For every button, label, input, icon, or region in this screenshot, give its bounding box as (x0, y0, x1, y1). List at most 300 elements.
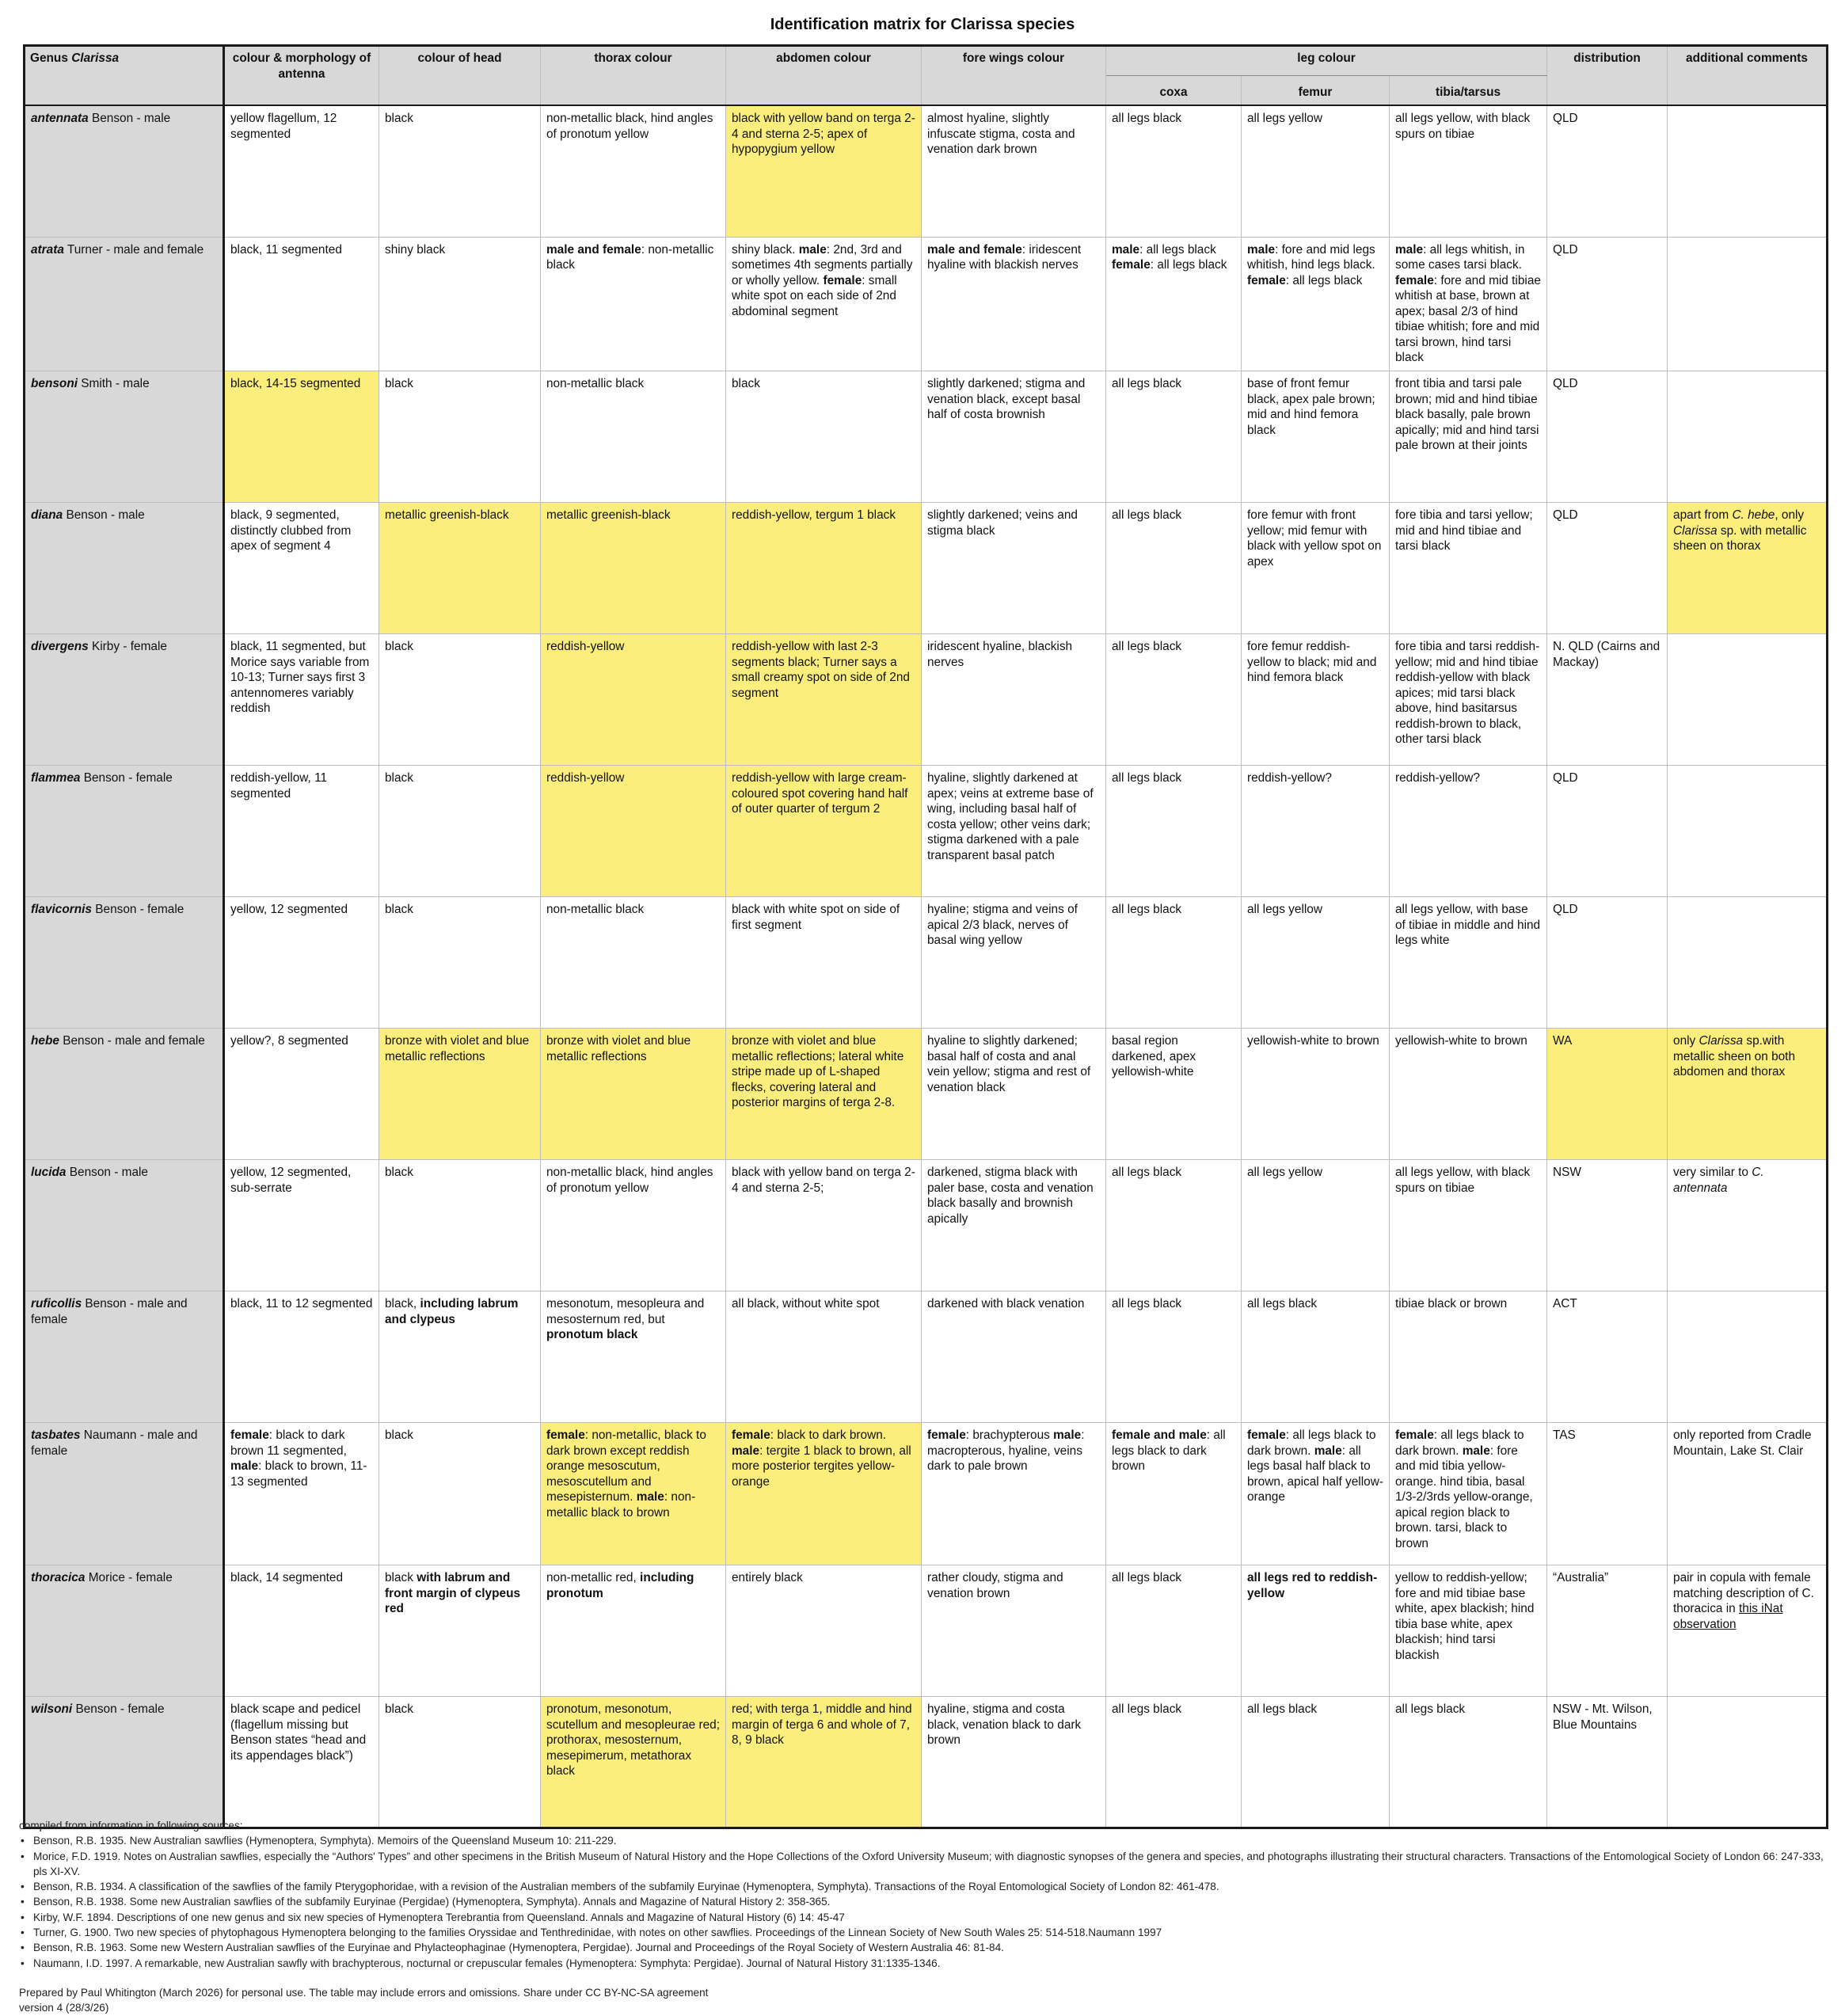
tibia-cell (1390, 897, 1547, 1029)
cell-text: female (1112, 258, 1151, 272)
cell-text: NSW (1553, 1166, 1581, 1179)
cell-text: all legs black (1112, 903, 1182, 916)
cell-text: all legs black (1112, 1297, 1182, 1310)
additional-cell (1668, 237, 1828, 371)
species-name: ruficollis (31, 1297, 82, 1310)
species-name: divergens (31, 640, 89, 653)
species-author: Benson - male (88, 112, 171, 125)
header-head: colour of head (379, 46, 541, 106)
cell-text: basal region darkened, apex yellowish-white (1112, 1034, 1196, 1079)
abdomen-cell (726, 1423, 922, 1565)
cell-text: all legs yellow (1247, 1166, 1322, 1179)
cell-text: : macropterous, hyaline, veins dark to pale brown (927, 1428, 1085, 1474)
distribution-cell (1547, 897, 1668, 1029)
thorax-cell (541, 766, 726, 897)
species-author: Smith - male (78, 377, 150, 390)
cell-text: including labrum and clypeus (385, 1297, 519, 1326)
thorax-cell (541, 634, 726, 766)
cell-text: almost hyaline, slightly infuscate stigma, costa and venation dark brown (927, 112, 1075, 157)
abdomen-cell (726, 1160, 922, 1291)
additional-cell (1668, 371, 1828, 503)
cell-text: all legs black (1112, 1166, 1182, 1179)
cell-text: all legs yellow, with base of tibiae in middle and hind legs white (1395, 903, 1541, 948)
cell-text: red; with terga 1, middle and hind margin of terga 6 and whole of 7, 8, 9 black (732, 1702, 912, 1748)
cell-text: : black to brown, 11-13 segmented (230, 1459, 367, 1489)
species-name: lucida (31, 1166, 67, 1179)
forewings-cell (922, 897, 1106, 1029)
abdomen-cell (726, 503, 922, 634)
tibia-cell (1390, 1160, 1547, 1291)
cell-text: black (385, 1166, 413, 1179)
cell-text: black, 11 to 12 segmented (230, 1297, 373, 1310)
cell-text: male (1053, 1428, 1082, 1442)
tibia-cell (1390, 1697, 1547, 1828)
femur-cell (1242, 1565, 1390, 1697)
cell-text: including pronotum (546, 1571, 694, 1600)
cell-text: shiny black (385, 242, 446, 257)
species-cell (25, 634, 224, 766)
antenna-cell (224, 503, 379, 634)
cell-text: non-metallic black, hind angles of pronotum yellow (546, 112, 713, 141)
cell-text: hyaline; stigma and veins of apical 2/3 black, nerves of basal wing yellow (927, 903, 1078, 948)
table-row (25, 1565, 1828, 1697)
cell-text: black with yellow band on terga 2-4 and sterna 2-5; apex of hypopygium yellow (732, 112, 915, 157)
coxa-cell (1106, 1291, 1242, 1423)
species-cell (25, 237, 224, 371)
cell-text: : non-metallic black to brown (546, 1490, 696, 1520)
femur-cell (1242, 1160, 1390, 1291)
antenna-cell (224, 1565, 379, 1697)
cell-text: C. antennata (1673, 1166, 1764, 1195)
cell-text: darkened, stigma black with paler base, costa and venation black basally and brownish apically (927, 1166, 1094, 1226)
femur-cell (1242, 897, 1390, 1029)
species-author: Benson - female (72, 1702, 165, 1716)
femur-cell (1242, 1423, 1390, 1565)
source-item: • Kirby, W.F. 1894. Descriptions of one new genus and six new species of Hymenoptera Terebrantia from Queensland. Annals and Magazine of Natural History (6) 14: 45-47 (19, 1910, 1824, 1925)
cell-text: male and female (927, 242, 1022, 257)
cell-text: sp.with metallic sheen on both abdomen and thorax (1673, 1034, 1796, 1079)
thorax-cell (541, 105, 726, 237)
source-item: • Benson, R.B. 1938. Some new Australian sawflies of the subfamily Euryinae (Pergidae) (Hymenoptera, Symphyta). Annals and Magazine of Natural History 2: 358-365. (19, 1894, 1824, 1909)
cell-text: black (385, 1428, 413, 1442)
cell-text: QLD (1553, 377, 1578, 390)
additional-cell (1668, 1423, 1828, 1565)
species-name: thoracica (31, 1571, 86, 1584)
cell-text: Clarissa (1673, 523, 1718, 538)
antenna-cell (224, 105, 379, 237)
tibia-cell (1390, 371, 1547, 503)
cell-text: fore tibia and tarsi reddish-yellow; mid and hind tibiae reddish-yellow with black apices; mid tarsi black above, hind basitarsus reddish-brown to black, other tarsi black (1395, 640, 1540, 747)
forewings-cell (922, 237, 1106, 371)
page-title: Identification matrix for Clarissa species (770, 16, 1075, 33)
cell-text: base of front femur black, apex pale brown; mid and hind femora black (1247, 377, 1375, 437)
sources-intro: compiled from information in following sources: (19, 1820, 243, 1832)
species-author: Benson - male and female (59, 1034, 205, 1048)
species-cell (25, 1160, 224, 1291)
thorax-cell (541, 1160, 726, 1291)
species-name: atrata (31, 242, 64, 257)
distribution-cell (1547, 1565, 1668, 1697)
cell-text: all legs black (1112, 1702, 1182, 1716)
forewings-cell (922, 1029, 1106, 1160)
cell-text: entirely black (732, 1571, 803, 1584)
cell-text: black (385, 1571, 417, 1584)
source-item: • Benson, R.B. 1963. Some new Western Australian sawflies of the Euryinae and Phylacteophaginae (Hymenoptera, Pergidae). Journal and Proceedings of the Royal Society of Western Australia 46: 81-84. (19, 1940, 1824, 1955)
cell-text: yellowish-white to brown (1395, 1034, 1527, 1048)
cell-text: male (1462, 1444, 1490, 1458)
source-item: • Naumann, I.D. 1997. A remarkable, new Australian sawfly with brachypterous, nocturnal or crepuscular females (Hymenoptera: Symphyta: Pergidae). Journal of Natural History 31:1335-1346. (19, 1956, 1824, 1971)
head-cell (379, 1160, 541, 1291)
cell-text: : all legs whitish, in some cases tarsi black. (1395, 242, 1525, 272)
species-cell (25, 1291, 224, 1423)
femur-cell (1242, 766, 1390, 897)
thorax-cell (541, 1697, 726, 1828)
cell-text: only reported from Cradle Mountain, Lake St. Clair (1673, 1428, 1812, 1458)
species-cell (25, 1423, 224, 1565)
species-name: antennata (31, 112, 89, 125)
table-row (25, 105, 1828, 237)
cell-text: black (732, 377, 760, 390)
cell-text: with labrum and front margin of clypeus red (385, 1571, 521, 1616)
forewings-cell (922, 503, 1106, 634)
antenna-cell (224, 1291, 379, 1423)
species-name: hebe (31, 1034, 59, 1048)
species-cell (25, 1029, 224, 1160)
cell-text: non-metallic black, hind angles of pronotum yellow (546, 1166, 713, 1195)
abdomen-cell (726, 237, 922, 371)
distribution-cell (1547, 1423, 1668, 1565)
cell-text: reddish-yellow with large cream-coloured spot covering hand half of outer quarter of tergum 2 (732, 771, 908, 816)
distribution-cell (1547, 1697, 1668, 1828)
cell-text: , only (1775, 508, 1805, 522)
thorax-cell (541, 1565, 726, 1697)
head-cell (379, 371, 541, 503)
forewings-cell (922, 1160, 1106, 1291)
cell-text: all legs red to reddish-yellow (1247, 1571, 1378, 1600)
table-row (25, 1291, 1828, 1423)
cell-text: ACT (1553, 1297, 1577, 1310)
coxa-cell (1106, 634, 1242, 766)
cell-text: female (927, 1428, 966, 1442)
cell-text: shiny black. (732, 242, 799, 257)
header-distribution: distribution (1547, 46, 1668, 106)
cell-text: reddish-yellow (546, 640, 625, 653)
cell-text: reddish-yellow? (1247, 771, 1332, 785)
cell-text: non-metallic black (546, 903, 645, 916)
head-cell (379, 1029, 541, 1160)
header-abdomen: abdomen colour (726, 46, 922, 106)
species-cell (25, 105, 224, 237)
antenna-cell (224, 1029, 379, 1160)
identification-matrix-table (23, 44, 1828, 1829)
cell-text: reddish-yellow, 11 segmented (230, 771, 328, 801)
cell-text: female (1395, 1428, 1434, 1442)
cell-text: non-metallic black (546, 377, 645, 390)
tibia-cell (1390, 1029, 1547, 1160)
cell-text: : non-metallic black (546, 242, 714, 272)
cell-text: black, 14 segmented (230, 1571, 344, 1584)
cell-text: all legs yellow, with black spurs on tibiae (1395, 112, 1531, 141)
cell-text: : brachypterous (965, 1428, 1054, 1442)
antenna-cell (224, 634, 379, 766)
cell-text: : fore and mid legs whitish, hind legs black. (1247, 242, 1375, 272)
coxa-cell (1106, 503, 1242, 634)
additional-cell (1668, 105, 1828, 237)
cell-text: yellow to reddish-yellow; fore and mid tibiae base white, apex blackish; hind tibia base white, apex blackish; hind tarsi blackish (1395, 1571, 1535, 1662)
species-author: Benson - male and female (31, 1297, 188, 1326)
femur-cell (1242, 105, 1390, 237)
cell-text: all legs black (1112, 771, 1182, 785)
additional-cell (1668, 503, 1828, 634)
cell-text: male (798, 242, 827, 257)
coxa-cell (1106, 1029, 1242, 1160)
abdomen-cell (726, 897, 922, 1029)
cell-text: : fore and mid tibiae whitish at base, brown at apex; basal 2/3 of hind tibiae whitish; fore and mid tarsi brown, hind tarsi black (1395, 273, 1541, 365)
cell-text: bronze with violet and blue metallic reflections (385, 1034, 530, 1063)
thorax-cell (541, 503, 726, 634)
head-cell (379, 1423, 541, 1565)
source-item: • Benson, R.B. 1935. New Australian sawflies (Hymenoptera, Symphyta). Memoirs of the Queensland Museum 10: 211-229. (19, 1833, 1824, 1848)
cell-text: all legs black (1112, 640, 1182, 653)
cell-text: all legs black (1112, 508, 1182, 522)
cell-text: reddish-yellow (546, 771, 625, 785)
table-row (25, 371, 1828, 503)
cell-text: : small white spot on each side of 2nd abdominal segment (732, 273, 897, 318)
head-cell (379, 897, 541, 1029)
forewings-cell (922, 1291, 1106, 1423)
species-name: bensoni (31, 377, 78, 390)
distribution-cell (1547, 1160, 1668, 1291)
cell-text: yellow flagellum, 12 segmented (230, 112, 337, 141)
cell-text: very similar to (1673, 1166, 1752, 1179)
header-forewings: fore wings colour (922, 46, 1106, 106)
head-cell (379, 237, 541, 371)
cell-text: fore femur with front yellow; mid femur with black with yellow spot on apex (1247, 508, 1382, 569)
cell-text: black (385, 112, 413, 125)
antenna-cell (224, 1697, 379, 1828)
inat-observation-link[interactable]: this iNat observation (1673, 1602, 1783, 1631)
cell-text: all legs black (1247, 1297, 1318, 1310)
cell-text: all legs black (1395, 1702, 1466, 1716)
cell-text: bronze with violet and blue metallic reflections; lateral white stripe made up of L-shaped flecks, covering lateral and posterior margins of terga 2-8. (732, 1034, 904, 1110)
thorax-cell (541, 237, 726, 371)
thorax-cell (541, 1423, 726, 1565)
distribution-cell (1547, 237, 1668, 371)
additional-cell (1668, 1029, 1828, 1160)
table-row (25, 1423, 1828, 1565)
species-author: Benson - male (63, 508, 145, 522)
table-row (25, 766, 1828, 897)
distribution-cell (1547, 371, 1668, 503)
header-antenna: colour & morphology of antenna (224, 46, 379, 106)
tibia-cell (1390, 503, 1547, 634)
cell-text: yellowish-white to brown (1247, 1034, 1379, 1048)
cell-text: : all legs black (1285, 273, 1363, 287)
antenna-cell (224, 766, 379, 897)
coxa-cell (1106, 371, 1242, 503)
thorax-cell (541, 897, 726, 1029)
cell-text: reddish-yellow with last 2-3 segments black; Turner says a small creamy spot on side of 2nd segment (732, 640, 910, 700)
abdomen-cell (726, 1291, 922, 1423)
cell-text: tibiae black or brown (1395, 1297, 1508, 1310)
cell-text: sp. with metallic sheen on thorax (1673, 523, 1807, 553)
cell-text: all legs yellow (1247, 903, 1322, 916)
source-list (19, 1833, 1824, 1971)
cell-text: male (1314, 1444, 1342, 1458)
cell-text: apart from (1673, 508, 1733, 522)
cell-text: male (1395, 242, 1424, 257)
cell-text: yellow, 12 segmented (230, 903, 348, 916)
header-femur: femur (1242, 76, 1390, 106)
cell-text: TAS (1553, 1428, 1576, 1442)
additional-cell (1668, 1291, 1828, 1423)
cell-text: : iridescent hyaline with blackish nerves (927, 242, 1082, 272)
cell-text: hyaline to slightly darkened; basal half of costa and anal vein yellow; stigma and rest of venation black (927, 1034, 1091, 1094)
header-tibia-tarsus: tibia/tarsus (1390, 76, 1547, 106)
thorax-cell (541, 1291, 726, 1423)
cell-text: bronze with violet and blue metallic reflections (546, 1034, 691, 1063)
antenna-cell (224, 1160, 379, 1291)
cell-text: male (1247, 242, 1276, 257)
antenna-cell (224, 237, 379, 371)
head-cell (379, 1697, 541, 1828)
cell-text: all legs black (1247, 1702, 1318, 1716)
version-note: version 4 (28/3/26) (19, 2002, 109, 2014)
femur-cell (1242, 1291, 1390, 1423)
additional-cell (1668, 766, 1828, 897)
cell-text: pronotum black (546, 1328, 638, 1342)
abdomen-cell (726, 105, 922, 237)
species-author: Naumann - male and female (31, 1428, 198, 1458)
footer (19, 1818, 1824, 2016)
forewings-cell (922, 1565, 1106, 1697)
femur-cell (1242, 634, 1390, 766)
distribution-cell (1547, 766, 1668, 897)
cell-text: : all legs basal half black to brown, apical half yellow-orange (1247, 1444, 1383, 1504)
forewings-cell (922, 105, 1106, 237)
head-cell (379, 503, 541, 634)
cell-text: : black to dark brown. (770, 1428, 887, 1442)
cell-text: : 2nd, 3rd and sometimes 4th segments partially or wholly yellow. (732, 242, 913, 287)
femur-cell (1242, 1029, 1390, 1160)
distribution-cell (1547, 634, 1668, 766)
head-cell (379, 766, 541, 897)
tibia-cell (1390, 237, 1547, 371)
cell-text: male (1112, 242, 1140, 257)
additional-cell (1668, 1160, 1828, 1291)
coxa-cell (1106, 105, 1242, 237)
cell-text: all legs yellow (1247, 112, 1322, 125)
species-name: wilsoni (31, 1702, 73, 1716)
cell-text: yellow?, 8 segmented (230, 1034, 348, 1048)
thorax-cell (541, 371, 726, 503)
species-name: flavicornis (31, 903, 92, 916)
forewings-cell (922, 766, 1106, 897)
matrix-body (25, 105, 1828, 1828)
cell-text: QLD (1553, 771, 1578, 785)
tibia-cell (1390, 105, 1547, 237)
prepared-note: Prepared by Paul Whitington (March 2026) for personal use. The table may include errors and omissions. Share under CC BY-NC-SA agreement (19, 1986, 709, 1999)
cell-text: N. QLD (Cairns and Mackay) (1553, 640, 1660, 669)
cell-text: black (385, 903, 413, 916)
cell-text: male (230, 1459, 259, 1474)
tibia-cell (1390, 1565, 1547, 1697)
cell-text: all legs yellow, with black spurs on tibiae (1395, 1166, 1531, 1195)
cell-text: black with yellow band on terga 2-4 and sterna 2-5; (732, 1166, 915, 1195)
abdomen-cell (726, 371, 922, 503)
cell-text: female (230, 1428, 269, 1442)
coxa-cell (1106, 1423, 1242, 1565)
cell-text: reddish-yellow, tergum 1 black (732, 508, 896, 522)
header-thorax: thorax colour (541, 46, 726, 106)
cell-text: black, 9 segmented, distinctly clubbed from apex of segment 4 (230, 508, 352, 553)
species-name: tasbates (31, 1428, 81, 1442)
table-row (25, 237, 1828, 371)
distribution-cell (1547, 1029, 1668, 1160)
cell-text: hyaline, slightly darkened at apex; veins at extreme base of wing, including basal half of costa yellow; other veins dark; stigma darkened with a pale transparent basal patch (927, 771, 1094, 862)
species-author: Morice - female (85, 1571, 173, 1584)
cell-text: : all legs black to dark brown (1112, 1428, 1226, 1474)
cell-text: : all legs black to dark brown. (1247, 1428, 1376, 1458)
cell-text: female (732, 1428, 770, 1442)
cell-text: black with white spot on side of first segment (732, 903, 900, 932)
species-name: diana (31, 508, 63, 522)
cell-text: non-metallic red, (546, 1571, 641, 1584)
additional-cell (1668, 634, 1828, 766)
cell-text: metallic greenish-black (385, 508, 509, 522)
tibia-cell (1390, 766, 1547, 897)
species-author: Kirby - female (88, 640, 167, 653)
table-row (25, 1029, 1828, 1160)
cell-text: fore femur reddish-yellow to black; mid and hind femora black (1247, 640, 1377, 685)
header-genus: Genus Clarissa (25, 46, 224, 106)
forewings-cell (922, 634, 1106, 766)
cell-text: black, 14-15 segmented (230, 377, 361, 390)
tibia-cell (1390, 1291, 1547, 1423)
cell-text: : all legs black (1139, 242, 1216, 257)
cell-text: QLD (1553, 112, 1578, 125)
cell-text: reddish-yellow? (1395, 771, 1480, 785)
header-additional-comments: additional comments (1668, 46, 1828, 106)
cell-text: mesonotum, mesopleura and mesosternum red, but (546, 1297, 705, 1326)
distribution-cell (1547, 1291, 1668, 1423)
table-row (25, 503, 1828, 634)
coxa-cell (1106, 1697, 1242, 1828)
cell-text: male and female (546, 242, 641, 257)
head-cell (379, 634, 541, 766)
abdomen-cell (726, 1565, 922, 1697)
cell-text: fore tibia and tarsi yellow; mid and hind tibiae and tarsi black (1395, 508, 1533, 553)
cell-text: yellow, 12 segmented, sub-serrate (230, 1166, 352, 1195)
head-cell (379, 105, 541, 237)
cell-text: : black to dark brown 11 segmented, (230, 1428, 347, 1458)
species-cell (25, 503, 224, 634)
table-row (25, 634, 1828, 766)
cell-text: C. hebe (1732, 508, 1775, 522)
head-cell (379, 1291, 541, 1423)
header-leg-colour: leg colour (1106, 46, 1547, 76)
abdomen-cell (726, 1697, 922, 1828)
distribution-cell (1547, 105, 1668, 237)
species-cell (25, 1697, 224, 1828)
cell-text: “Australia” (1553, 1571, 1609, 1584)
cell-text: all legs black (1112, 112, 1182, 125)
cell-text: WA (1553, 1034, 1573, 1048)
head-cell (379, 1565, 541, 1697)
cell-text: male (732, 1444, 760, 1458)
cell-text: QLD (1553, 903, 1578, 916)
coxa-cell (1106, 1565, 1242, 1697)
